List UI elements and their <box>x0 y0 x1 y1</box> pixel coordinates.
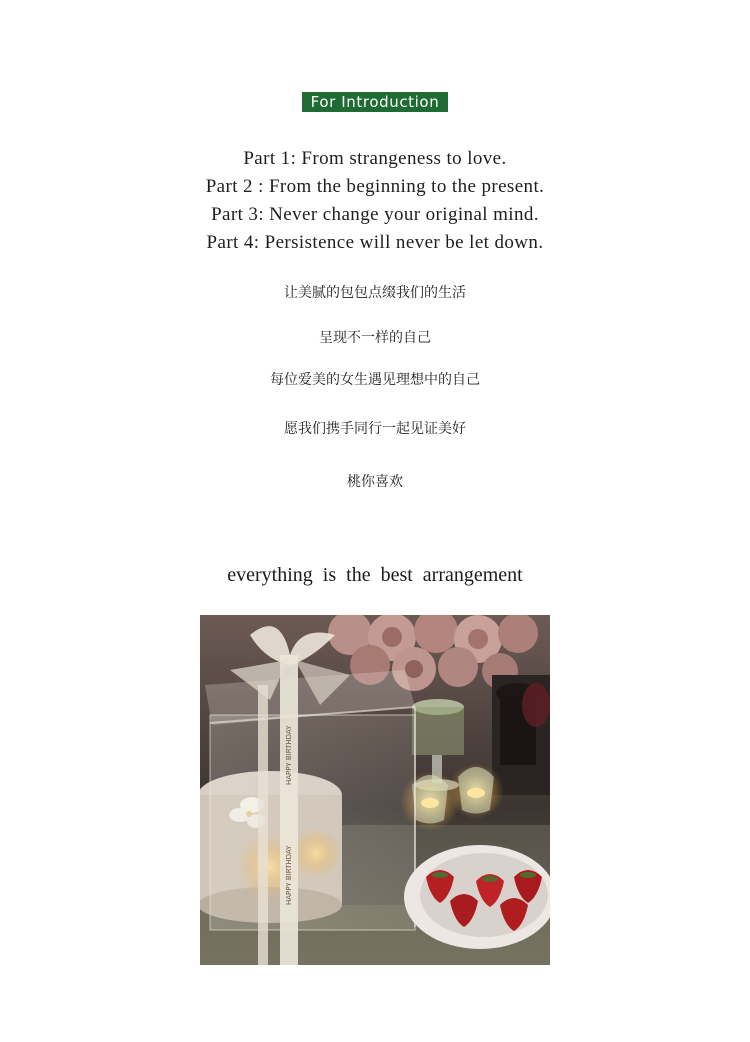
motto-text: everything is the best arrangement <box>227 564 523 586</box>
transparent-box <box>205 670 415 930</box>
photo-illustration <box>200 615 550 965</box>
strawberry-bowl <box>404 845 550 949</box>
wine-glass <box>522 683 550 727</box>
chinese-line-2: 呈现不一样的自己 <box>319 330 431 346</box>
ribbon-text-bottom: HAPPY BIRTHDAY <box>285 845 293 905</box>
chinese-line-3: 每位爱美的女生遇见理想中的自己 <box>270 372 480 388</box>
chinese-line-1: 让美腻的包包点缀我们的生活 <box>284 285 466 301</box>
chinese-line-4-highlighted: 愿我们携手同行一起见证美好 <box>272 419 478 439</box>
chinese-line-5: 桃你喜欢 <box>347 474 403 490</box>
ribbon-text-top: HAPPY BIRTHDAY <box>285 725 293 785</box>
birthday-cake-photo <box>200 615 550 965</box>
parts-list <box>0 145 750 257</box>
part-1-line: Part 1: From strangeness to love. <box>243 148 507 169</box>
intro-badge: For Introduction <box>302 92 448 112</box>
part-2-line: Part 2 : From the beginning to the present. <box>205 176 545 197</box>
part-3-line: Part 3: Never change your original mind. <box>211 204 539 225</box>
part-4-line: Part 4: Persistence will never be let down. <box>206 232 544 253</box>
chinese-line-4-wrap <box>0 418 750 439</box>
